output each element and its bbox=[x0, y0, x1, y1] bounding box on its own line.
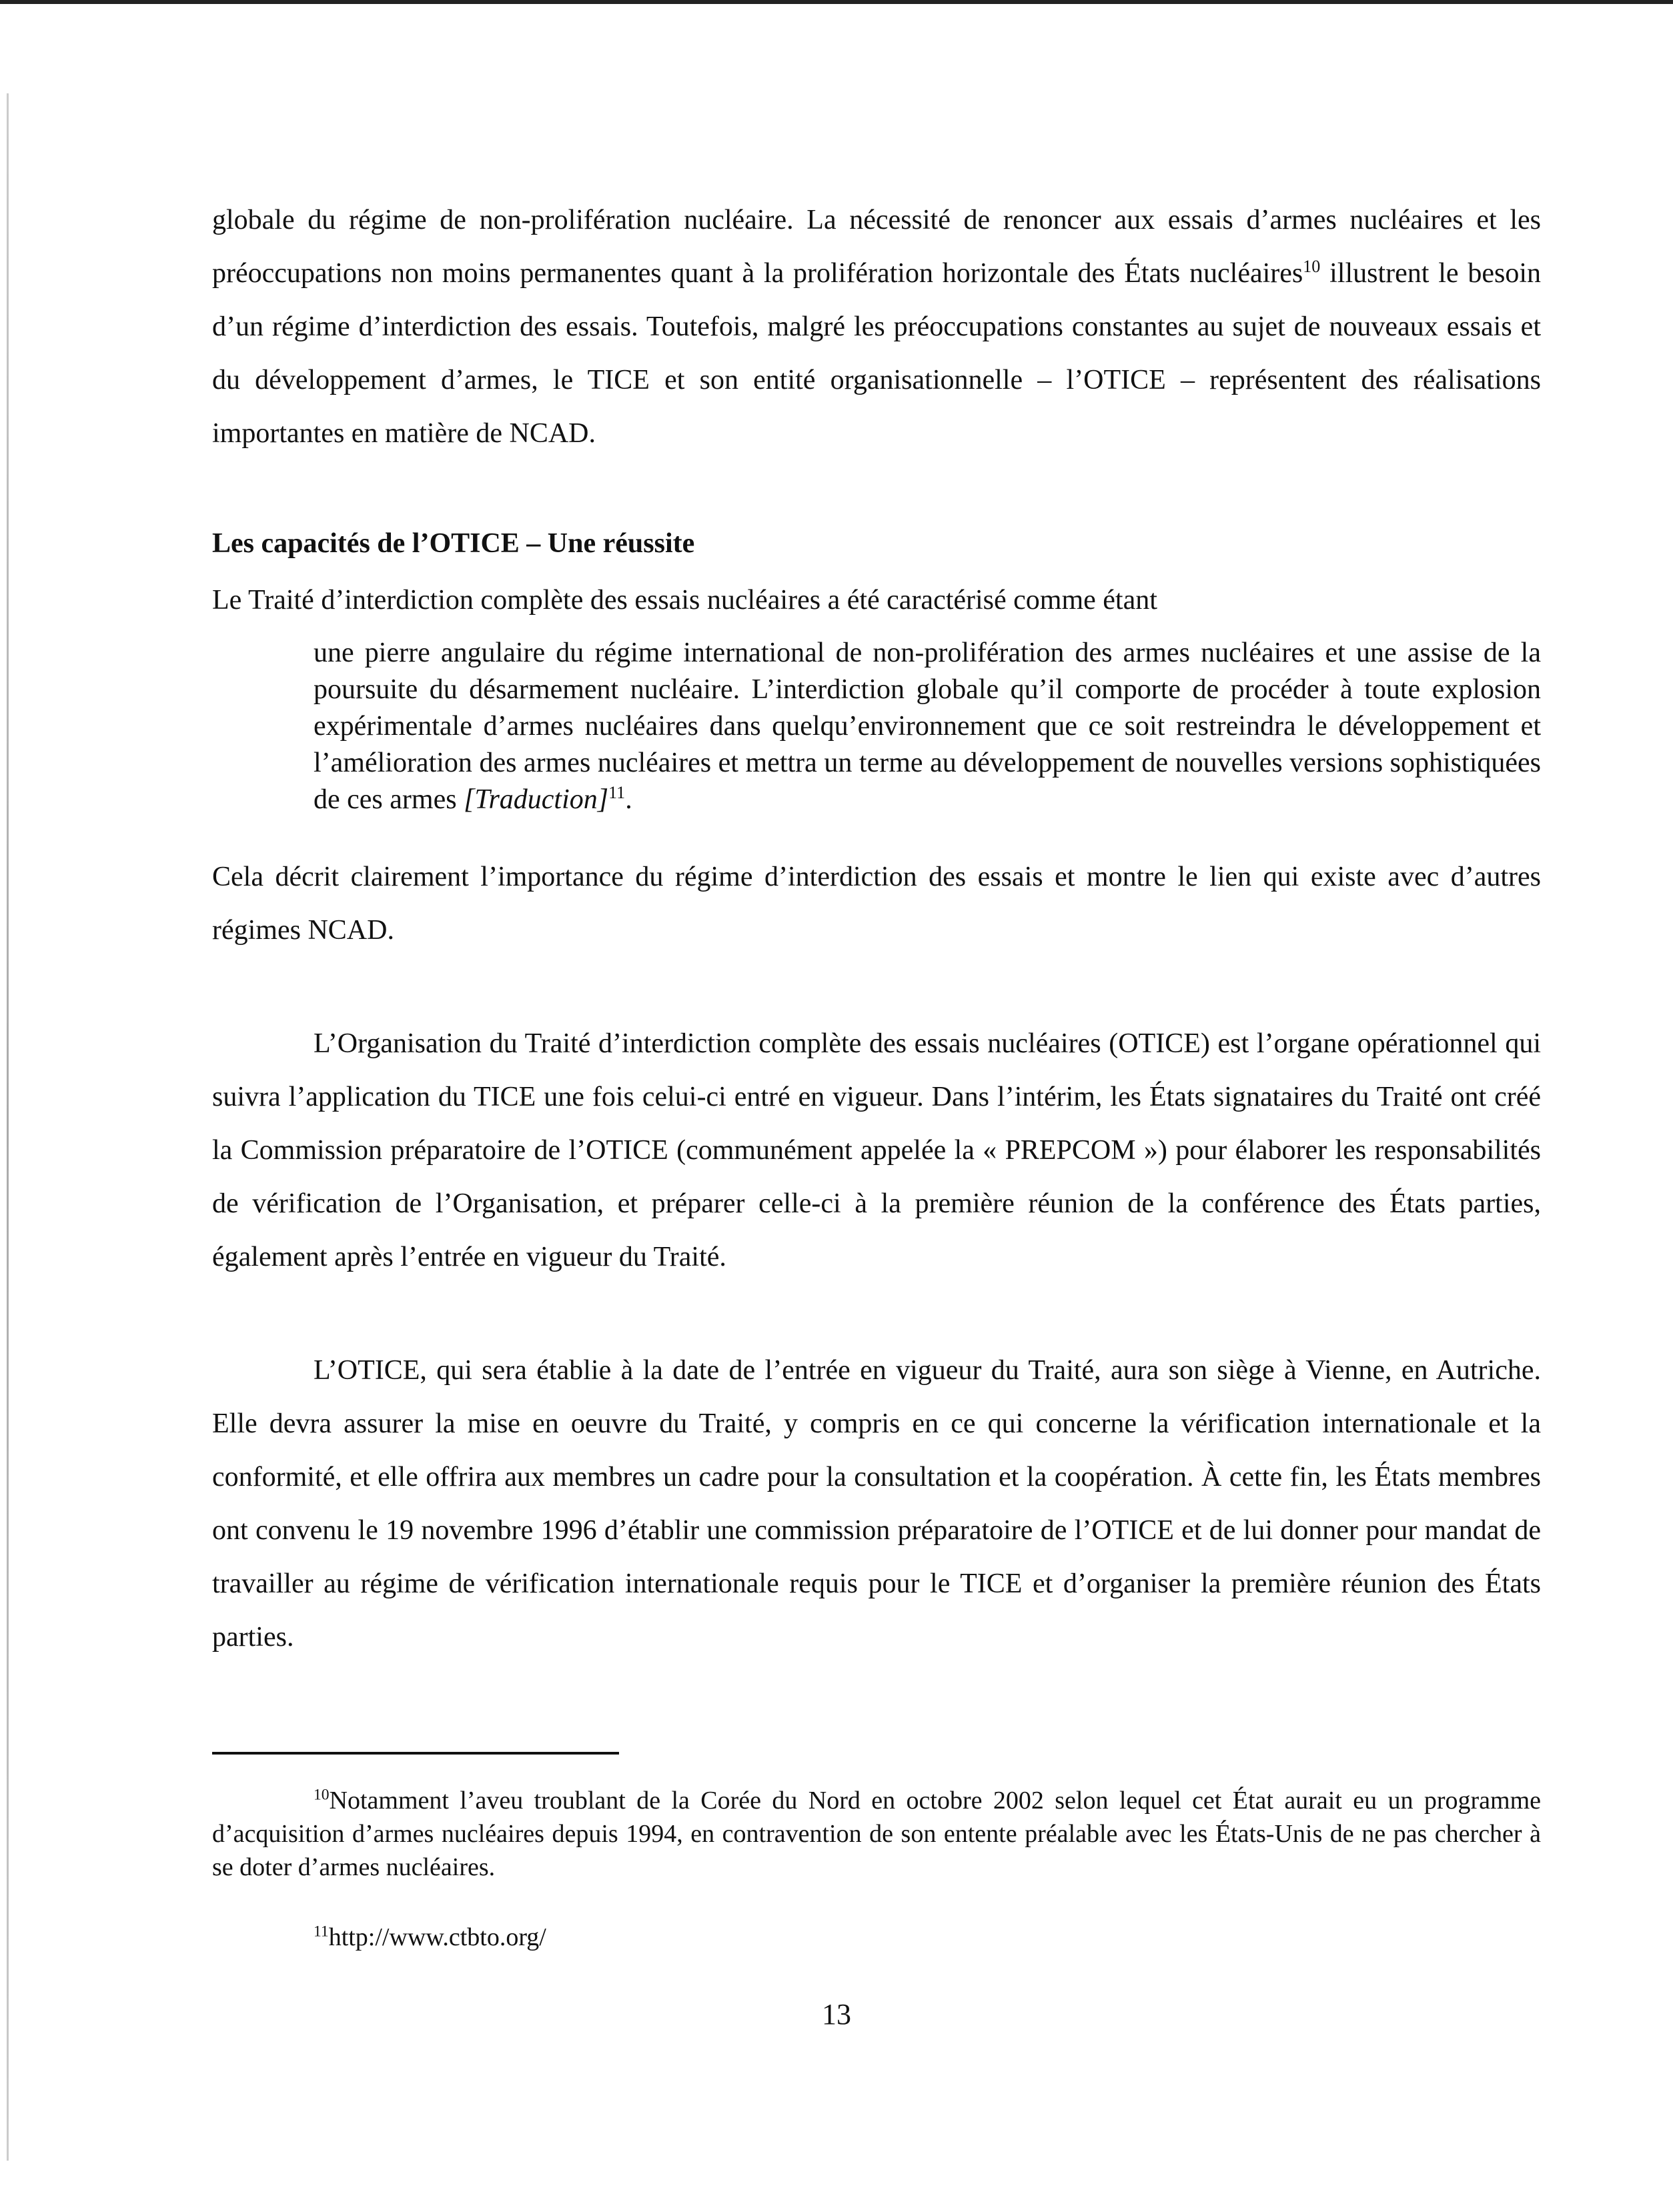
quote-intro: Le Traité d’interdiction complète des essais nucléaires a été caractérisé comme étant bbox=[212, 585, 1157, 616]
paragraph-organisation: L’Organisation du Traité d’interdiction complète des essais nucléaires (OTICE) est l’organe opérationnel qui suivra l’application du TICE une fois celui-ci entré en vigueur. Dans l’intérim, les États signataires du Traité ont créé la Commission préparatoire de l’OTICE (communément appelée la « PREPCOM ») pour élaborer les responsabilités de vérification de l’Organisation, et préparer celle-ci à la première réunion de la conférence des États parties, également après l’entrée en vigueur du Traité. bbox=[212, 1028, 1541, 1272]
paragraph-text-continued: illustrent le besoin d’un régime d’interdiction des essais. Toutefois, malgré les préoccupations constantes au sujet de nouveaux essais et du développement d’armes, le TICE et son entité organisationnelle – l’OTICE – représentent des réalisations importantes en matière de NCAD. bbox=[212, 258, 1541, 449]
footnote-text: Notamment l’aveu troublant de la Corée du Nord en octobre 2002 selon lequel cet État aurait eu un programme d’acquisition d’armes nucléaires depuis 1994, en contravention de son entente préalable avec les États-Unis de ne pas chercher à se doter d’armes nucléaires. bbox=[212, 1787, 1541, 1881]
paragraph-nonproliferation bbox=[212, 193, 1541, 460]
footnote-number: 11 bbox=[314, 1923, 329, 1941]
footnote-number: 10 bbox=[314, 1786, 330, 1804]
footnote-ref-11: 11 bbox=[608, 783, 626, 802]
paragraph-after-quote: Cela décrit clairement l’importance du régime d’interdiction des essais et montre le lien qui existe avec d’autres régimes NCAD. bbox=[212, 862, 1541, 946]
section-heading: Les capacités de l’OTICE – Une réussite bbox=[212, 528, 695, 559]
top-border bbox=[0, 0, 1673, 4]
quote-text: une pierre angulaire du régime international de non-prolifération des armes nucléaires et une assise de la poursuite du désarmement nucléaire. L’interdiction globale qu’il comporte de procéder à toute explosion expérimentale d’armes nucléaires dans quelqu’environnement que ce soit restreindra le développement et l’amélioration des armes nucléaires et mettra un terme au développement de nouvelles versions sophistiquées de ces armes bbox=[314, 638, 1541, 815]
paragraph-otice: L’OTICE, qui sera établie à la date de l’entrée en vigueur du Traité, aura son siège à Vienne, en Autriche. Elle devra assurer la mise en oeuvre du Traité, y compris en ce qui concerne la vérification internationale et la conformité, et elle offrira aux membres un cadre pour la consultation et la coopération. À cette fin, les États membres ont convenu le 19 novembre 1996 d’établir une commission préparatoire de l’OTICE et de lui donner pour mandat de travailler au régime de vérification internationale requis pour le TICE et d’organiser la première réunion des États parties. bbox=[212, 1355, 1541, 1652]
footnote-11 bbox=[314, 1921, 546, 1954]
footnote-10 bbox=[212, 1784, 1541, 1884]
footnote-link: http://www.ctbto.org/ bbox=[328, 1923, 546, 1951]
block-quote bbox=[314, 635, 1541, 818]
page-number: 13 bbox=[822, 1998, 851, 2031]
quote-end: . bbox=[625, 784, 632, 815]
scan-margin-line bbox=[7, 93, 9, 2161]
quote-translation-note: [Traduction] bbox=[464, 784, 609, 815]
footnote-separator bbox=[212, 1752, 619, 1755]
footnote-ref-10: 10 bbox=[1303, 257, 1321, 276]
paragraph-text: globale du régime de non-prolifération nucléaire. La nécessité de renoncer aux essais d’armes nucléaires et les préoccupations non moins permanentes quant à la prolifération horizontale des États nucléaires bbox=[212, 205, 1541, 289]
